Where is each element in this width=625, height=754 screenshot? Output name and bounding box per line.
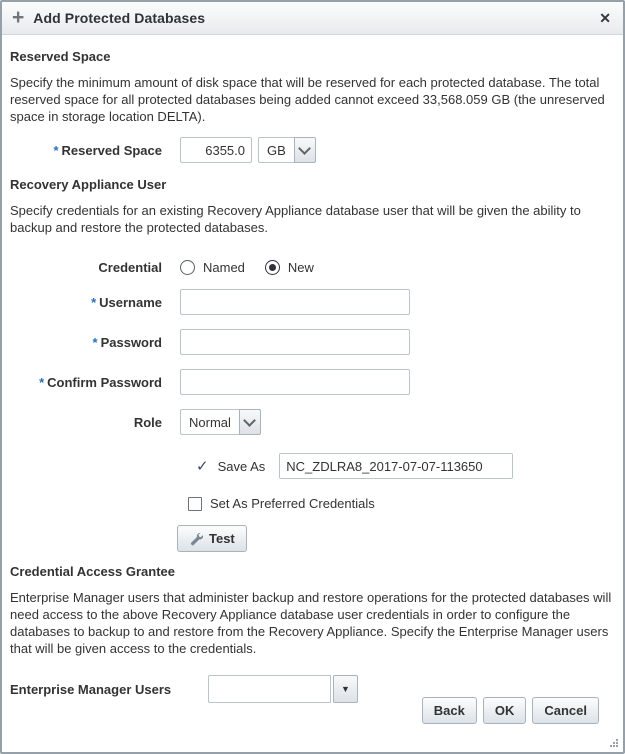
role-dropdown-button[interactable] (239, 409, 261, 435)
reserved-space-input[interactable] (180, 137, 252, 163)
required-marker: * (92, 334, 98, 350)
resize-grip[interactable] (616, 745, 618, 747)
dialog-content (2, 35, 623, 703)
password-label: * Password (92, 334, 162, 350)
confirm-password-input[interactable] (180, 369, 410, 395)
test-button[interactable] (177, 525, 247, 552)
password-row (10, 329, 613, 355)
unit-value: GB (258, 137, 294, 163)
enterprise-manager-users-dropdown-button[interactable] (333, 675, 358, 703)
ok-button[interactable]: OK (483, 697, 527, 724)
username-label: * Username (91, 294, 162, 310)
preferred-credentials-row (188, 496, 613, 511)
dialog-titlebar (2, 2, 623, 35)
reserved-space-row (10, 137, 613, 163)
back-button[interactable]: Back (422, 697, 477, 724)
dropdown-triangle-icon: ▼ (341, 683, 350, 694)
preferred-credentials-label: Set As Preferred Credentials (210, 496, 375, 511)
save-as-label: Save As (217, 458, 266, 474)
role-label: Role (133, 414, 162, 430)
confirm-password-row (10, 369, 613, 395)
radio-new-label: New (287, 260, 314, 275)
dialog-title: Add Protected Databases (33, 10, 206, 26)
role-combo (180, 409, 261, 435)
radio-new[interactable] (265, 260, 280, 275)
credential-access-grantee-description: Enterprise Manager users that administer backup and restore operations for the protected databases will need access to the above Recovery Appliance database user credentials in order to configure the databases to backup to and restore from the Recovery Appliance. Specify the Enterprise Manager users that will be given access to the credentials. (10, 590, 612, 656)
credential-label: Credential (98, 260, 162, 275)
section-header-reserved-space: Reserved Space (10, 49, 111, 64)
required-marker: * (91, 294, 97, 310)
chevron-down-icon (298, 142, 311, 155)
wrench-icon (189, 532, 203, 546)
recovery-appliance-user-description: Specify credentials for an existing Recovery Appliance database user that will be given the ability to backup and restore the protected databases. (10, 203, 581, 235)
chevron-down-icon (244, 414, 257, 427)
reserved-space-unit-combo (258, 137, 316, 163)
username-input[interactable] (180, 289, 410, 315)
section-header-credential-access-grantee: Credential Access Grantee (10, 564, 175, 579)
required-marker: * (39, 374, 45, 390)
confirm-password-label: * Confirm Password (39, 374, 162, 390)
enterprise-manager-users-label: Enterprise Manager Users (10, 681, 172, 697)
credential-radio-group (180, 260, 326, 275)
section-header-recovery-appliance-user: Recovery Appliance User (10, 177, 167, 192)
unit-dropdown-button[interactable] (294, 137, 316, 163)
preferred-credentials-checkbox[interactable] (188, 497, 202, 511)
role-row (10, 409, 613, 435)
save-as-checkbox[interactable]: ✓ (196, 457, 209, 475)
dialog-footer (422, 697, 599, 724)
plus-icon: + (12, 5, 25, 29)
credential-row (10, 260, 613, 275)
role-value: Normal (180, 409, 239, 435)
cancel-button[interactable]: Cancel (532, 697, 599, 724)
reserved-space-label: * Reserved Space (53, 142, 162, 158)
required-marker: * (53, 142, 59, 158)
save-as-input[interactable] (279, 453, 513, 479)
test-button-label: Test (209, 531, 235, 546)
save-as-row (188, 453, 613, 479)
radio-named[interactable] (180, 260, 195, 275)
radio-named-label: Named (203, 260, 245, 275)
close-icon[interactable]: ✕ (599, 9, 611, 26)
enterprise-manager-users-input[interactable] (208, 675, 331, 703)
reserved-space-description: Specify the minimum amount of disk space that will be reserved for each protected database. The total reserved space for all protected databases being added cannot exceed 33,568.059 GB (the unreserved space in storage location DELTA). (10, 75, 605, 124)
password-input[interactable] (180, 329, 410, 355)
username-row (10, 289, 613, 315)
